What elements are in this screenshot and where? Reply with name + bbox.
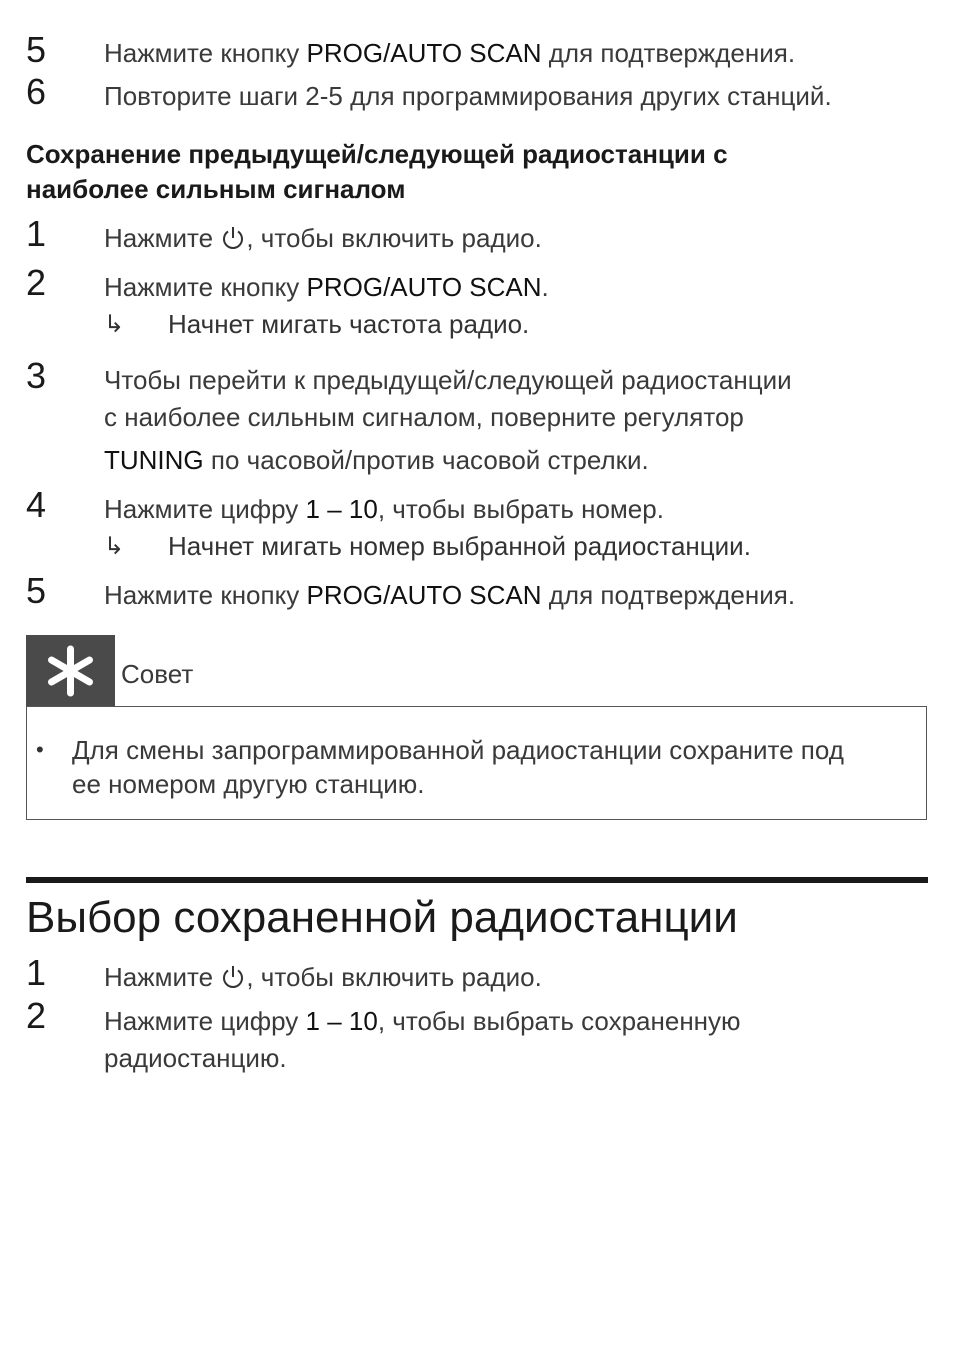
step-text: Нажмите кнопку PROG/AUTO SCAN. <box>104 272 549 302</box>
result-arrow-icon: ↳ <box>104 533 125 560</box>
section-heading-line2: наиболее сильным сигналом <box>26 174 406 204</box>
step-text: Нажмите , чтобы включить радио. <box>104 962 542 992</box>
step-text-line3: TUNING по часовой/против часовой стрелки. <box>104 445 649 475</box>
step-number: 5 <box>26 570 47 611</box>
step-text-line1: Чтобы перейти к предыдущей/следующей радиостанции <box>104 365 792 395</box>
step-text-line2: радиостанцию. <box>104 1043 287 1073</box>
step-text: Повторите шаги 2-5 для программирования других станций. <box>104 81 832 111</box>
section-heading-line1: Сохранение предыдущей/следующей радиостанции с <box>26 139 728 169</box>
step-number: 1 <box>26 213 47 254</box>
step-text: Нажмите цифру 1 – 10, чтобы выбрать номер. <box>104 494 664 524</box>
step-result: Начнет мигать номер выбранной радиостанции. <box>168 531 751 561</box>
section-divider <box>26 877 928 883</box>
tip-title: Совет <box>121 659 194 689</box>
tip-text-line1: Для смены запрограммированной радиостанции сохраните под <box>72 735 844 765</box>
bullet: • <box>36 737 44 762</box>
step-text-line2: с наиболее сильным сигналом, поверните регулятор <box>104 402 744 432</box>
step-text: Нажмите кнопку PROG/AUTO SCAN для подтверждения. <box>104 38 796 68</box>
asterisk-icon <box>26 635 115 707</box>
power-icon <box>220 225 246 251</box>
step-number: 5 <box>26 29 47 70</box>
step-number: 3 <box>26 355 47 396</box>
tip-icon-tile <box>26 635 115 707</box>
step-number: 2 <box>26 262 47 303</box>
step-number: 6 <box>26 71 47 112</box>
step-text: Нажмите цифру 1 – 10, чтобы выбрать сохраненную <box>104 1006 741 1036</box>
step-text: Нажмите кнопку PROG/AUTO SCAN для подтверждения. <box>104 580 796 610</box>
step-result: Начнет мигать частота радио. <box>168 309 530 339</box>
power-icon <box>220 964 246 990</box>
result-arrow-icon: ↳ <box>104 311 125 338</box>
step-number: 2 <box>26 995 47 1036</box>
step-text: Нажмите , чтобы включить радио. <box>104 223 542 253</box>
section-title: Выбор сохраненной радиостанции <box>26 893 738 942</box>
tip-text-line2: ее номером другую станцию. <box>72 769 425 799</box>
step-number: 1 <box>26 952 47 993</box>
step-number: 4 <box>26 484 47 525</box>
